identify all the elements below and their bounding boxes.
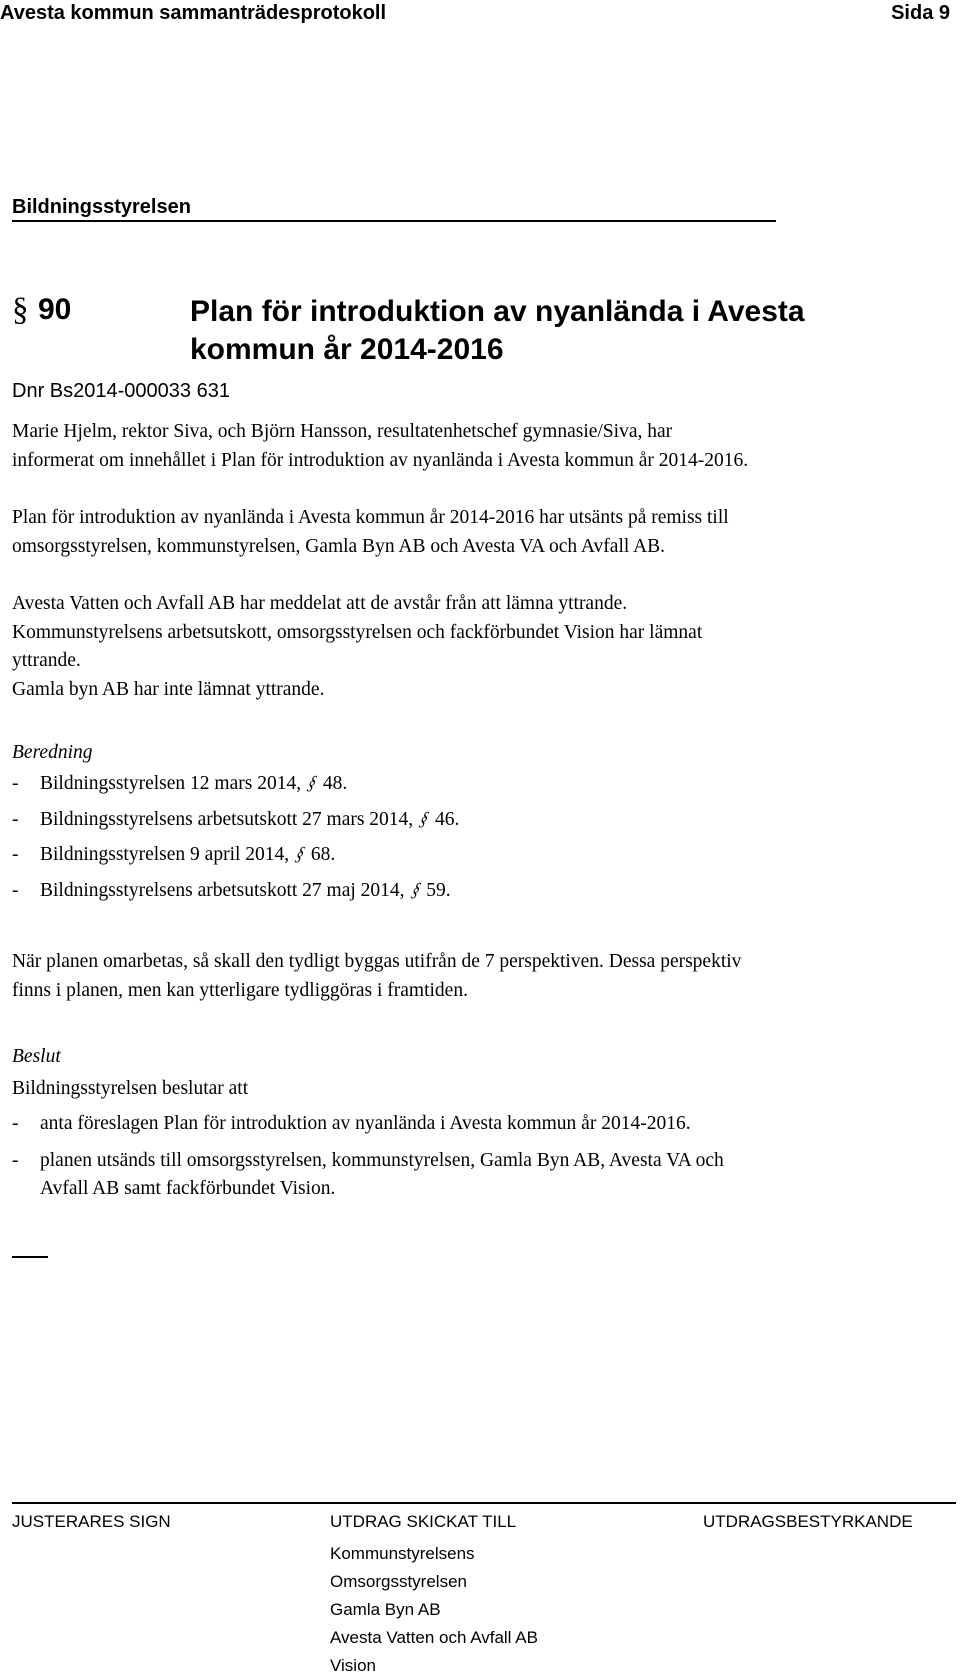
paragraph-line: Plan för introduktion av nyanlända i Avesta kommun år 2014-2016 har utsänts på remiss till <box>12 507 729 528</box>
list-item-text: anta föreslagen Plan för introduktion av nyanlända i Avesta kommun år 2014-2016. <box>40 1113 691 1134</box>
list-item <box>12 1147 724 1204</box>
board-name: Bildningsstyrelsen <box>12 196 191 218</box>
section-symbol: § <box>305 773 319 794</box>
justerares-sign-label: JUSTERARES SIGN <box>12 1512 171 1531</box>
paragraph-line: Bildningsstyrelsen beslutar att <box>12 1078 249 1099</box>
list-item-ref: 59. <box>426 879 451 901</box>
list-dash: - <box>12 1149 19 1171</box>
recipient: Kommunstyrelsens <box>330 1544 475 1563</box>
paragraph-line: omsorgsstyrelsen, kommunstyrelsen, Gamla Byn AB och Avesta VA och Avfall AB. <box>12 535 666 557</box>
paragraph-line: När planen omarbetas, så skall den tydligt byggas utifrån de 7 perspektiven. Dessa perspektiv <box>12 951 742 972</box>
paragraph-line: Gamla byn AB har inte lämnat yttrande. <box>12 678 325 700</box>
list-item <box>12 837 459 873</box>
section-symbol: § <box>417 808 431 830</box>
paragraph-line: Avesta Vatten och Avfall AB har meddelat att de avstår från att lämna yttrande. <box>12 593 628 614</box>
list-dash: - <box>12 1113 19 1134</box>
utdragsbestyrkande-label: UTDRAGSBESTYRKANDE <box>703 1512 913 1531</box>
list-item-text: Bildningsstyrelsen 9 april 2014, <box>40 844 290 865</box>
list-item-text: Avfall AB samt fackförbundet Vision. <box>40 1178 336 1199</box>
recipient: Omsorgsstyrelsen <box>330 1572 467 1591</box>
list-item <box>12 766 459 802</box>
paragraph-line: Kommunstyrelsens arbetsutskott, omsorgsstyrelsen och fackförbundet Vision har lämnat <box>12 621 703 643</box>
paragraph-information <box>12 418 952 475</box>
closing-rule <box>12 1256 48 1258</box>
recipient: Avesta Vatten och Avfall AB <box>330 1628 538 1647</box>
beslut-heading: Beslut <box>12 1046 61 1067</box>
list-item <box>12 873 459 909</box>
list-item-text: planen utsänds till omsorgsstyrelsen, kommunstyrelsen, Gamla Byn AB, Avesta VA och <box>40 1149 724 1171</box>
document-header-title: Avesta kommun sammanträdesprotokoll <box>0 2 387 24</box>
section-number: 90 <box>38 293 72 326</box>
section-symbol: § <box>408 879 423 901</box>
paragraph-line: informerat om innehållet i Plan för introduktion av nyanlända i Avesta kommun år 2014-2016. <box>12 449 749 471</box>
recipient: Vision <box>330 1656 376 1675</box>
paragraph-line: Marie Hjelm, rektor Siva, och Björn Hansson, resultatenhetschef gymnasie/Siva, har <box>12 421 673 442</box>
list-item-text: Bildningsstyrelsens arbetsutskott 27 maj 2014, <box>40 879 405 901</box>
paragraph-line: finns i planen, men kan ytterligare tydliggöras i framtiden. <box>12 979 468 1001</box>
beslut-list <box>12 1110 724 1204</box>
list-dash: - <box>12 808 19 830</box>
paragraph-yttranden <box>12 590 952 704</box>
section-symbol: § <box>293 844 307 865</box>
list-dash: - <box>12 773 19 794</box>
list-item-text: Bildningsstyrelsens arbetsutskott 27 mars 2014, <box>40 808 414 830</box>
diary-number: Dnr Bs2014-000033 631 <box>12 380 230 402</box>
list-item-text: Bildningsstyrelsen 12 mars 2014, <box>40 773 302 794</box>
beredning-heading: Beredning <box>12 742 93 763</box>
list-item-ref: 46. <box>434 808 460 830</box>
list-item <box>12 1110 724 1139</box>
paragraph-remiss <box>12 504 952 561</box>
paragraph-line: yttrande. <box>12 650 81 671</box>
board-underline <box>12 220 776 222</box>
utdrag-skickat-label: UTDRAG SKICKAT TILL <box>330 1512 517 1531</box>
list-item-ref: 48. <box>322 773 348 794</box>
beslut-intro <box>12 1075 952 1104</box>
footer-rule <box>12 1502 956 1504</box>
recipient: Gamla Byn AB <box>330 1600 441 1619</box>
list-item-ref: 68. <box>310 844 336 865</box>
list-dash: - <box>12 844 19 865</box>
paragraph-perspektiv <box>12 948 952 1005</box>
list-item <box>12 802 459 838</box>
utdrag-recipients <box>330 1540 538 1680</box>
section-title: Plan för introduktion av nyanlända i Avesta kommun år 2014-2016 <box>190 295 805 366</box>
beredning-list <box>12 766 459 908</box>
section-symbol: § <box>12 292 29 328</box>
list-dash: - <box>12 879 19 901</box>
page-number: Sida 9 <box>891 2 950 24</box>
